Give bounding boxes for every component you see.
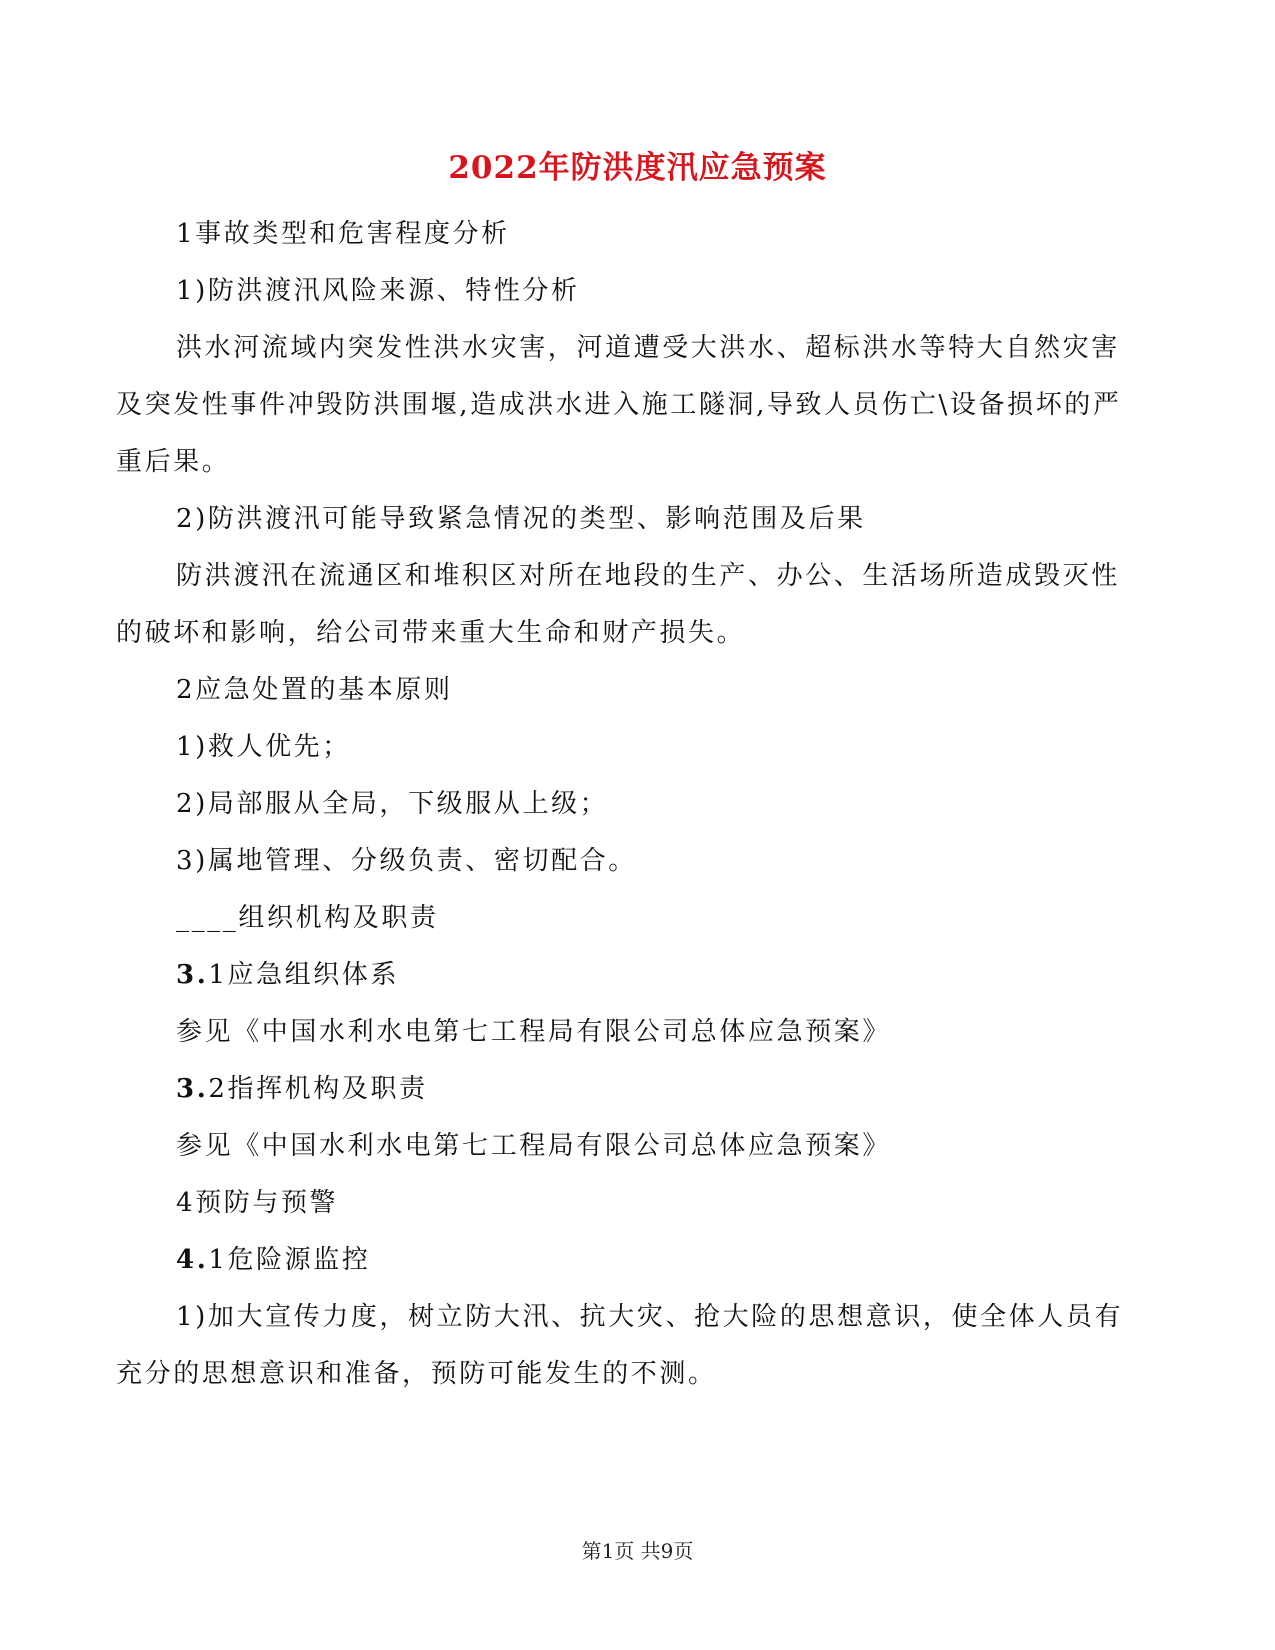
section-text: 2指挥机构及职责 xyxy=(208,1074,428,1104)
page-footer: 第1页 共9页 xyxy=(581,1539,694,1563)
paragraph-risk-source: 洪水河流域内突发性洪水灾害，河道遭受大洪水、超标洪水等特大自然灾害及突发性事件冲毁防洪围堰,造成洪水进入施工隧洞,导致人员伤亡\设备损坏的严重后果。 xyxy=(116,333,1122,477)
paragraph-reference-1: 参见《中国水利水电第七工程局有限公司总体应急预案》 xyxy=(176,1017,892,1047)
subheading-1-1: 1)防洪渡汛风险来源、特性分析 xyxy=(176,276,580,306)
section-number: 4. xyxy=(176,1245,209,1275)
heading-section-3: ____组织机构及职责 xyxy=(176,903,439,933)
section-number: 3. xyxy=(176,960,209,990)
document-title: 2022年防洪度汛应急预案 xyxy=(448,150,827,186)
subheading-1-2: 2)防洪渡汛可能导致紧急情况的类型、影响范围及后果 xyxy=(176,504,866,534)
section-number: 3. xyxy=(176,1074,209,1104)
heading-section-2: 2应急处置的基本原则 xyxy=(176,675,453,705)
heading-section-4: 4预防与预警 xyxy=(176,1188,339,1218)
paragraph-monitoring-1: 1)加大宣传力度，树立防大汛、抗大灾、抢大险的思想意识，使全体人员有充分的思想意识和准备，预防可能发生的不测。 xyxy=(116,1302,1124,1389)
section-text: 1危险源监控 xyxy=(208,1245,371,1275)
principle-item-1: 1)救人优先； xyxy=(176,732,351,762)
paragraph-reference-2: 参见《中国水利水电第七工程局有限公司总体应急预案》 xyxy=(176,1131,892,1161)
principle-item-2: 2)局部服从全局，下级服从上级； xyxy=(176,789,609,819)
document-body xyxy=(116,206,1146,1403)
subheading-4-1 xyxy=(116,1232,1146,1289)
paragraph-impact: 防洪渡汛在流通区和堆积区对所在地段的生产、办公、生活场所造成毁灭性的破坏和影响，给公司带来重大生命和财产损失。 xyxy=(116,561,1120,648)
section-text: 1应急组织体系 xyxy=(208,960,400,990)
principle-item-3: 3)属地管理、分级负责、密切配合。 xyxy=(176,846,637,876)
subheading-3-2 xyxy=(116,1061,1146,1118)
heading-section-1: 1事故类型和危害程度分析 xyxy=(176,219,510,249)
subheading-3-1 xyxy=(116,947,1146,1004)
